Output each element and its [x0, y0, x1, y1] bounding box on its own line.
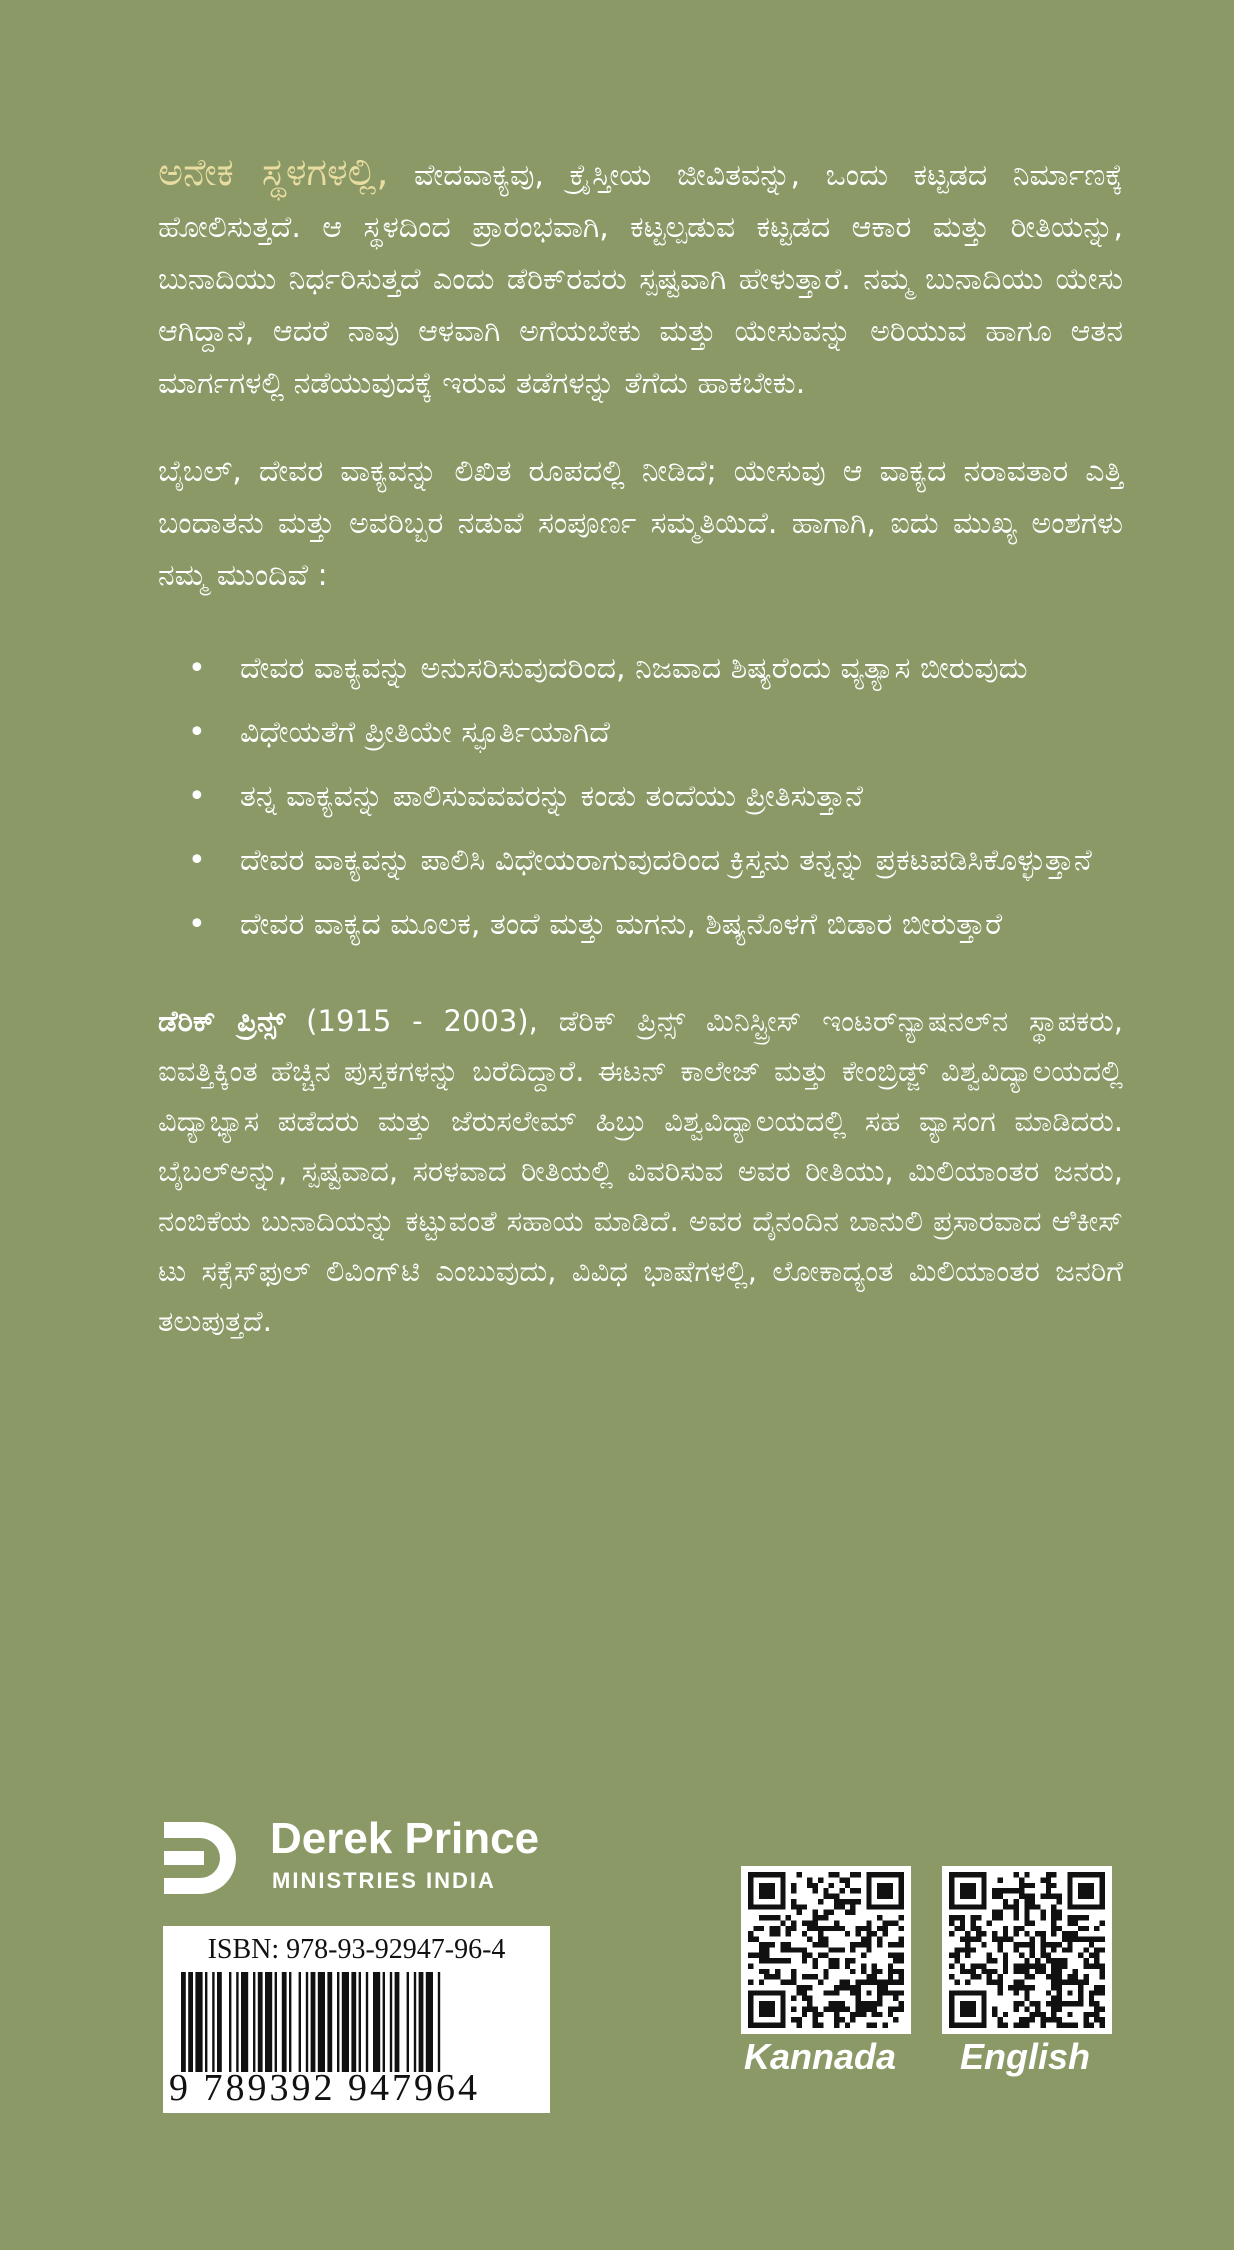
list-item-text: ತನ್ನ ವಾಕ್ಯವನ್ನು ಪಾಲಿಸುವವವರನ್ನು ಕಂಡು ತಂದೆಯು ಪ್ರೀತಿಸುತ್ತಾನೆ: [240, 779, 864, 814]
author-bio-text: (1915 - 2003), ಡೆರಿಕ್ ಪ್ರಿನ್ಸ್ ಮಿನಿಸ್ಟ್ರೀಸ್ ಇಂಟರ್‌ನ್ಯಾಷನಲ್‌ನ ಸ್ಥಾಪಕರು, ಐವತ್ತಿಕ್ಕಿಂತ ಹೆಚ್ಚಿನ ಪುಸ್ತಕಗಳನ್ನು ಬರೆದಿದ್ದಾರೆ. ಈಟನ್ ಕಾಲೇಜ್ ಮತ್ತು ಕೇಂಬ್ರಿಡ್ಜ್ ವಿಶ್ವವಿದ್ಯಾಲಯದಲ್ಲಿ ವಿದ್ಯಾಭ್ಯಾಸ ಪಡೆದರು ಮತ್ತು ಜೆರುಸಲೇಮ್ ಹಿಬ್ರು ವಿಶ್ವವಿದ್ಯಾಲಯದಲ್ಲಿ ಸಹ ವ್ಯಾಸಂಗ ಮಾಡಿದರು. ಬೈಬಲ್‌ಅನ್ನು, ಸ್ಪಷ್ಟವಾದ, ಸರಳವಾದ ರೀತಿಯಲ್ಲಿ ವಿವರಿಸುವ ಅವರ ರೀತಿಯು, ಮಿಲಿಯಾಂತರ ಜನರು, ನಂಬಿಕೆಯ ಬುನಾದಿಯನ್ನು ಕಟ್ಟುವಂತೆ ಸಹಾಯ ಮಾಡಿದೆ. ಅವರ ದೈನಂದಿನ ಬಾನುಲಿ ಪ್ರಸಾರವಾದ ಆಿಕೀಸ್ ಟು ಸಕ್ಸೆಸ್‌ಫುಲ್ ಲಿವಿಂಗ್‌ಟಿ ಎಂಬುವುದು, ವಿವಿಧ ಭಾಷೆಗಳಲ್ಲಿ, ಲೋಕಾದ್ಯಂತ ಮಿಲಿಯಾಂತರ ಜನರಿಗೆ ತಲುಪುತ್ತದೆ.: [158, 1004, 1123, 1338]
qr-code-english[interactable]: [942, 1866, 1112, 2034]
list-item: [158, 836, 1123, 886]
barcode-digits: 9 789392 947964: [169, 2067, 480, 2109]
intro-paragraph: [158, 146, 1123, 410]
back-cover-text: [158, 146, 1123, 1346]
isbn-barcode: [163, 1926, 550, 2113]
list-item-text: ದೇವರ ವಾಕ್ಯವನ್ನು ಅನುಸರಿಸುವುದರಿಂದ, ನಿಜವಾದ ಶಿಷ್ಯರೆಂದು ವ್ಯತ್ಯಾಸ ಬೀರುವುದು: [240, 651, 1028, 686]
publisher-logo: [158, 1812, 578, 1902]
list-item: [158, 644, 1123, 694]
author-bio-paragraph: [158, 996, 1123, 1346]
author-name: ಡೆರಿಕ್ ಪ್ರಿನ್ಸ್: [158, 1004, 286, 1038]
derek-prince-logo-mark-icon: [158, 1816, 242, 1900]
qr-code-icon: [747, 1872, 905, 2028]
bullet-icon: •: [188, 779, 206, 814]
bullet-icon: •: [188, 843, 206, 878]
bullet-icon: •: [188, 907, 206, 942]
bullet-icon: •: [188, 651, 206, 686]
qr-code-kannada[interactable]: [741, 1866, 911, 2034]
bible-paragraph: ಬೈಬಲ್, ದೇವರ ವಾಕ್ಯವನ್ನು ಲಿಖಿತ ರೂಪದಲ್ಲಿ ನೀಡಿದೆ; ಯೇಸುವು ಆ ವಾಕ್ಯದ ನರಾವತಾರ ಎತ್ತಿ ಬಂದಾತನು ಮತ್ತು ಅವರಿಬ್ಬರ ನಡುವೆ ಸಂಪೂರ್ಣ ಸಮ್ಮತಿಯಿದೆ. ಹಾಗಾಗಿ, ಐದು ಮುಖ್ಯ ಅಂಶಗಳು ನಮ್ಮ ಮುಂದಿವೆ :: [158, 454, 1123, 593]
key-points-list: [158, 644, 1123, 950]
qr-label-kannada: Kannada: [744, 2036, 897, 2077]
list-item-text: ದೇವರ ವಾಕ್ಯವನ್ನು ಪಾಲಿಸಿ ವಿಧೇಯರಾಗುವುದರಿಂದ ಕ್ರಿಸ್ತನು ತನ್ನನ್ನು ಪ್ರಕಟಪಡಿಸಿಕೊಳ್ಳುತ್ತಾನೆ: [240, 843, 1092, 878]
list-item: [158, 772, 1123, 822]
publisher-name: Derek Prince: [270, 1814, 540, 1863]
publisher-subtitle: MINISTRIES INDIA: [272, 1868, 496, 1893]
list-item: [158, 708, 1123, 758]
list-item: [158, 900, 1123, 950]
qr-code-icon: [948, 1872, 1106, 2028]
qr-label-english: English: [960, 2036, 1091, 2077]
barcode-bars: [181, 1972, 531, 2072]
intro-lead-text: ಅನೇಕ ಸ್ಥಳಗಳಲ್ಲಿ,: [158, 150, 389, 194]
list-item-text: ವಿಧೇಯತೆಗೆ ಪ್ರೀತಿಯೇ ಸ್ಫೂರ್ತಿಯಾಗಿದೆ: [240, 715, 610, 750]
list-item-text: ದೇವರ ವಾಕ್ಯದ ಮೂಲಕ, ತಂದೆ ಮತ್ತು ಮಗನು, ಶಿಷ್ಯನೊಳಗೆ ಬಿಡಾರ ಬೀರುತ್ತಾರೆ: [240, 907, 1003, 942]
isbn-label: ISBN: 978-93-92947-96-4: [207, 1934, 506, 1965]
intro-body-text: ವೇದವಾಕ್ಯವು, ಕ್ರೈಸ್ತೀಯ ಜೀವಿತವನ್ನು, ಒಂದು ಕಟ್ಟಡದ ನಿರ್ಮಾಣಕ್ಕೆ ಹೋಲಿಸುತ್ತದೆ. ಆ ಸ್ಥಳದಿಂದ ಪ್ರಾರಂಭವಾಗಿ, ಕಟ್ಟಲ್ಪಡುವ ಕಟ್ಟಡದ ಆಕಾರ ಮತ್ತು ರೀತಿಯನ್ನು, ಬುನಾದಿಯು ನಿರ್ಧರಿಸುತ್ತದೆ ಎಂದು ಡೆರಿಕ್‌ರವರು ಸ್ಪಷ್ಟವಾಗಿ ಹೇಳುತ್ತಾರೆ. ನಮ್ಮ ಬುನಾದಿಯು ಯೇಸು ಆಗಿದ್ದಾನೆ, ಆದರೆ ನಾವು ಆಳವಾಗಿ ಅಗೆಯಬೇಕು ಮತ್ತು ಯೇಸುವನ್ನು ಅರಿಯುವ ಹಾಗೂ ಆತನ ಮಾರ್ಗಗಳಲ್ಲಿ ನಡೆಯುವುದಕ್ಕೆ ಇರುವ ತಡೆಗಳನ್ನು ತೆಗೆದು ಹಾಕಬೇಕು.: [158, 158, 1123, 401]
bullet-icon: •: [188, 715, 206, 750]
